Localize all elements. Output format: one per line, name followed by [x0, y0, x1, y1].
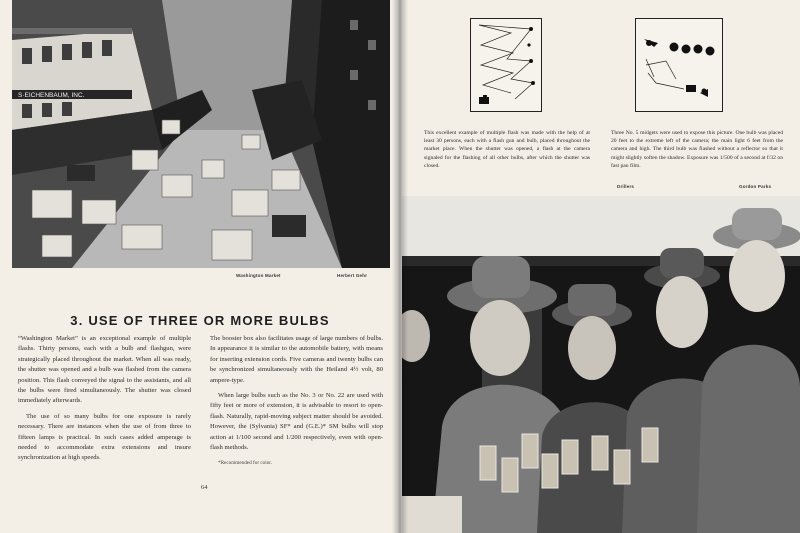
- left-page: [0, 0, 398, 533]
- diagram-description: Three No. 5 midgets were used to expose this picture. One bulb was placed 20 feet to the extreme left of the camera; the main light 6 feet from the camera and high. The third bulb was flashed without a reflector so that it might slightly soften the shadow. Exposure was 1/500 of a second at f/32 on fast pan film.: [611, 130, 783, 169]
- text-column-a: [18, 334, 191, 469]
- paragraph: The use of so many bulbs for one exposure is rarely necessary. There are instances when the use of from three to fifteen lamps is practical. In such cases added amperage is needed to accommodate extra extensions and insure synchronization at high speeds.: [18, 412, 191, 462]
- page-number: 64: [201, 484, 208, 491]
- diagram-description: This excellent example of multiple flash was made with the help of at least 30 persons, each with a flash gun and bulb, placed throughout the market place. When the shutter was opened, a flash at the camera signaled for the flashing of all other bulbs, after which the shutter was closed.: [424, 130, 590, 169]
- paragraph: “Washington Market” is an exceptional example of multiple flashs. Thirty persons, each with a bulb and flashgun, were strategically placed throughout the market. When all was ready, the shutter was opened and a bulb was flashed from the camera position. This flash conveyed the signal to the assistants, and all the bulbs were fired simultaneously. The shutter was closed immediately afterwards.: [18, 335, 191, 405]
- lighting-diagram-market: [470, 18, 542, 112]
- photo-credit: Gordon Parks: [739, 184, 772, 189]
- photo-credit: Herbert Gehr: [337, 273, 368, 278]
- book-gutter: [392, 0, 408, 533]
- footnote: *Recommended for color.: [218, 460, 273, 467]
- washington-market-photo: [12, 0, 390, 268]
- section-title: 3. USE OF THREE OR MORE BULBS: [70, 313, 330, 328]
- photo-caption: Drillers: [617, 184, 635, 189]
- storefront-sign: S·EICHENBAUM, INC.: [18, 92, 85, 99]
- paragraph: The booster box also facilitates usage of large numbers of bulbs. In appearance it is similar to the automobile battery, with means for inserting extension cords. Five cameras and twenty bulbs can be synchronized simultaneously with the Heiland 4½ volt, 80 ampere-type.: [210, 335, 383, 384]
- photo-caption: Washington Market: [236, 273, 281, 278]
- drillers-photo: [402, 196, 800, 533]
- lighting-diagram-drillers: [635, 18, 723, 112]
- text-column-b: [210, 334, 383, 469]
- paragraph: When large bulbs such as the No. 3 or No. 22 are used with fifty feet or more of extension, it is advisable to resort to open-flash. Naturally, rapid-moving subject matter should be avoided. However, the (Sylvania) SF* and (G.E.)* SM bulbs will stop action at 1/100 second and 1/200 respectively, even with open-flash methods.: [210, 392, 383, 452]
